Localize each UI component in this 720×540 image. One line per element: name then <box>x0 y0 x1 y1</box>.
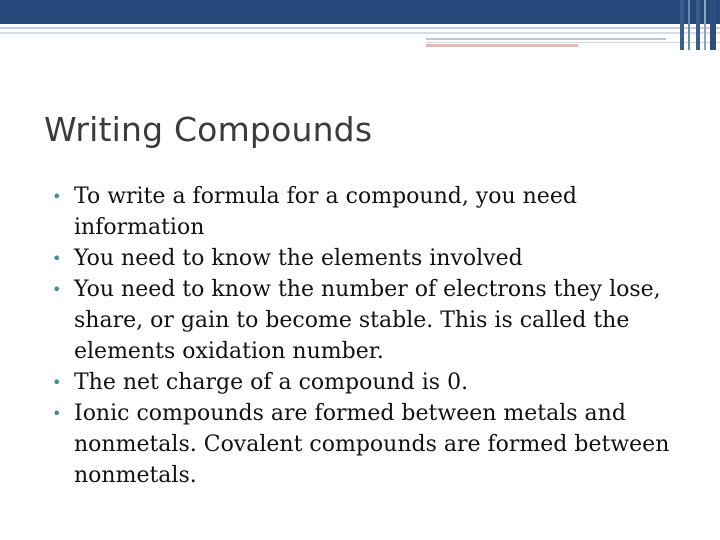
header-stripe <box>426 38 666 40</box>
bullet-item <box>44 181 704 243</box>
bullet-item <box>44 274 704 367</box>
bullet-item <box>44 367 704 398</box>
bullet-text: You need to know the elements involved <box>74 246 523 271</box>
header-band <box>0 0 720 24</box>
bullet-item <box>44 243 704 274</box>
header-vertical-bar <box>688 0 690 50</box>
bullet-dot-icon: • <box>52 373 62 392</box>
bullet-text: To write a formula for a compound, you need information <box>74 184 577 240</box>
bullet-text: Ionic compounds are formed between metals and nonmetals. Covalent compounds are formed between nonmetals. <box>74 401 670 488</box>
header-stripes <box>0 24 720 50</box>
bullet-dot-icon: • <box>52 280 62 299</box>
bullet-text: The net charge of a compound is 0. <box>74 370 469 395</box>
header-vertical-bar <box>704 0 706 50</box>
bullet-item <box>44 398 704 491</box>
header-stripe <box>0 27 720 29</box>
header-vertical-bar <box>710 0 716 50</box>
header-vertical-bar <box>696 0 700 50</box>
bullet-dot-icon: • <box>52 404 62 423</box>
bullet-dot-icon: • <box>52 249 62 268</box>
bullet-dot-icon: • <box>52 187 62 206</box>
header-vertical-bars <box>680 0 720 50</box>
bullet-list <box>44 181 704 491</box>
header-stripe-accent <box>426 44 578 47</box>
header-stripe <box>426 42 720 43</box>
header-stripe <box>0 32 720 34</box>
slide-title: Writing Compounds <box>44 110 373 149</box>
header-vertical-bar <box>680 0 684 50</box>
bullet-text: You need to know the number of electrons they lose, share, or gain to become stable. This is called the elements oxidation number. <box>74 277 661 364</box>
